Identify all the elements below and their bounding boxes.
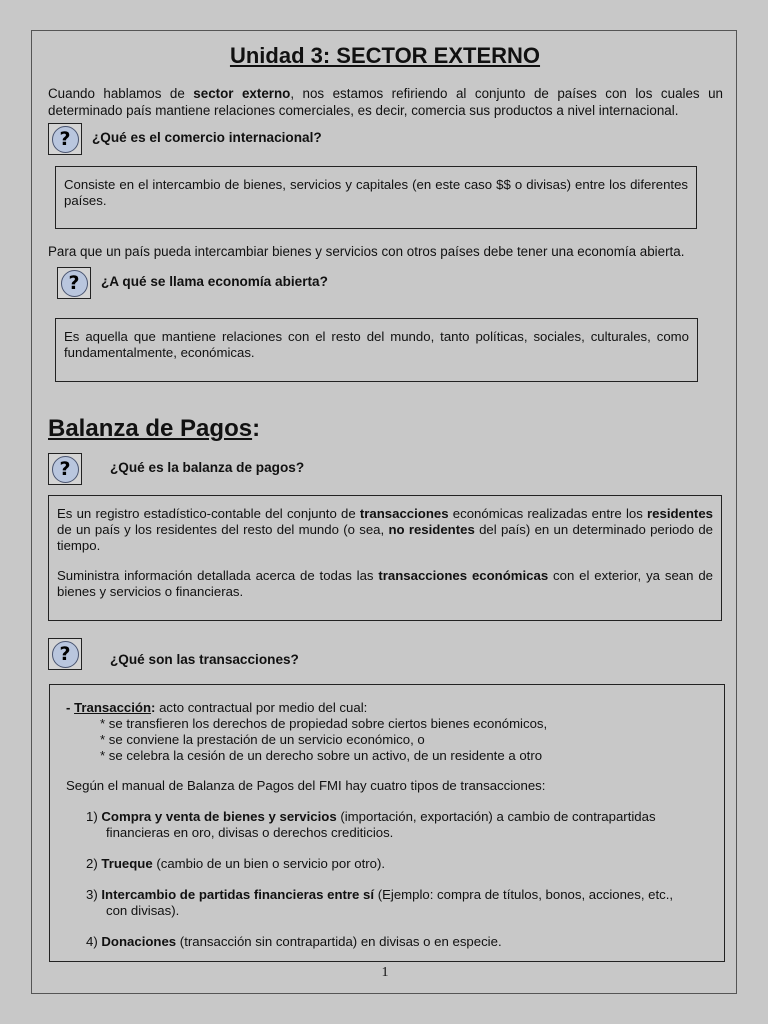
list-item bbox=[86, 887, 673, 903]
bold-term: no residentes bbox=[388, 522, 475, 537]
bold-term: Donaciones bbox=[101, 934, 177, 949]
item-text: (Ejemplo: compra de títulos, bonos, acciones, etc., bbox=[374, 887, 674, 902]
text: Suministra información detallada acerca de todas las bbox=[57, 568, 379, 583]
definition-line bbox=[66, 700, 367, 716]
bullet-item: * se transfieren los derechos de propiedad sobre ciertos bienes económicos, bbox=[100, 716, 548, 731]
text: de un país y los residentes del resto del mundo (o sea, bbox=[57, 522, 389, 537]
question-heading: ¿Qué es la balanza de pagos? bbox=[110, 460, 305, 475]
section-heading bbox=[48, 415, 260, 443]
document-page bbox=[31, 30, 737, 994]
intro-text-a: Cuando hablamos de bbox=[48, 86, 194, 101]
list-item-continuation: con divisas). bbox=[106, 903, 180, 918]
bold-term: residentes bbox=[647, 506, 713, 521]
answer-box: Consiste en el intercambio de bienes, servicios y capitales (en este caso $$ o divisas) entre los diferentes países. bbox=[55, 166, 697, 229]
question-heading: ¿Qué son las transacciones? bbox=[110, 652, 299, 667]
text: Es un registro estadístico-contable del conjunto de bbox=[57, 506, 360, 521]
question-icon bbox=[48, 638, 82, 670]
item-number: 1) bbox=[86, 809, 102, 824]
text: del país) en un determinado periodo de tiempo. bbox=[57, 522, 714, 553]
dash: - bbox=[66, 700, 75, 715]
paragraph: Para que un país pueda intercambiar bienes y servicios con otros países debe tener una economía abierta. bbox=[48, 244, 685, 259]
item-text: (cambio de un bien o servicio por otro). bbox=[152, 856, 386, 871]
list-item bbox=[86, 934, 502, 950]
question-heading: ¿Qué es el comercio internacional? bbox=[92, 130, 322, 145]
section-colon: : bbox=[252, 415, 261, 442]
intro-bold-term: sector externo bbox=[193, 86, 291, 101]
intro-text-c: , nos estamos refiriendo al conjunto de países con los cuales un determinado país mantiene relaciones comerciales, es decir, comercia sus productos a nivel internacional. bbox=[48, 86, 723, 118]
bold-term: Trueque bbox=[101, 856, 153, 871]
answer-box bbox=[48, 495, 722, 621]
item-number: 4) bbox=[86, 934, 102, 949]
item-text: (importación, exportación) a cambio de contrapartidas bbox=[336, 809, 656, 824]
answer-box bbox=[49, 684, 725, 962]
bold-term: transacciones económicas bbox=[378, 568, 549, 583]
item-number: 3) bbox=[86, 887, 102, 902]
list-item bbox=[86, 856, 385, 872]
definition-text: acto contractual por medio del cual: bbox=[155, 700, 368, 715]
answer-box: Es aquella que mantiene relaciones con el resto del mundo, tanto políticas, sociales, culturales, como fundamentalmente, económicas. bbox=[55, 318, 698, 382]
bullet-item: * se celebra la cesión de un derecho sobre un activo, de un residente a otro bbox=[100, 748, 543, 763]
question-icon bbox=[48, 453, 82, 485]
colon: : bbox=[151, 700, 156, 715]
bold-term: Transacción bbox=[74, 700, 152, 715]
question-mark-icon: ? bbox=[52, 126, 79, 153]
item-text: (transacción sin contrapartida) en divisas o en especie. bbox=[176, 934, 502, 949]
bullet-item: * se conviene la prestación de un servicio económico, o bbox=[100, 732, 425, 747]
page-title: Unidad 3: SECTOR EXTERNO bbox=[229, 43, 541, 68]
answer-paragraph bbox=[57, 568, 713, 600]
text: económicas realizadas entre los bbox=[448, 506, 648, 521]
question-icon bbox=[57, 267, 91, 299]
question-heading: ¿A qué se llama economía abierta? bbox=[101, 274, 328, 289]
intro-paragraph bbox=[48, 85, 723, 119]
bold-term: Intercambio de partidas financieras entre sí bbox=[101, 887, 375, 902]
question-mark-icon: ? bbox=[52, 641, 79, 668]
page-number: 1 bbox=[381, 965, 389, 980]
list-intro: Según el manual de Balanza de Pagos del FMI hay cuatro tipos de transacciones: bbox=[66, 778, 546, 793]
question-mark-icon: ? bbox=[52, 456, 79, 483]
answer-paragraph bbox=[57, 506, 713, 554]
question-mark-icon: ? bbox=[61, 270, 88, 297]
section-title: Balanza de Pagos bbox=[48, 415, 253, 442]
list-item bbox=[86, 809, 656, 825]
question-icon bbox=[48, 123, 82, 155]
bold-term: transacciones bbox=[359, 506, 449, 521]
list-item-continuation: financieras en oro, divisas o derechos crediticios. bbox=[106, 825, 394, 840]
bold-term: Compra y venta de bienes y servicios bbox=[101, 809, 337, 824]
text: con el exterior, ya sean de bienes y servicios o financieras. bbox=[57, 568, 713, 599]
item-number: 2) bbox=[86, 856, 102, 871]
